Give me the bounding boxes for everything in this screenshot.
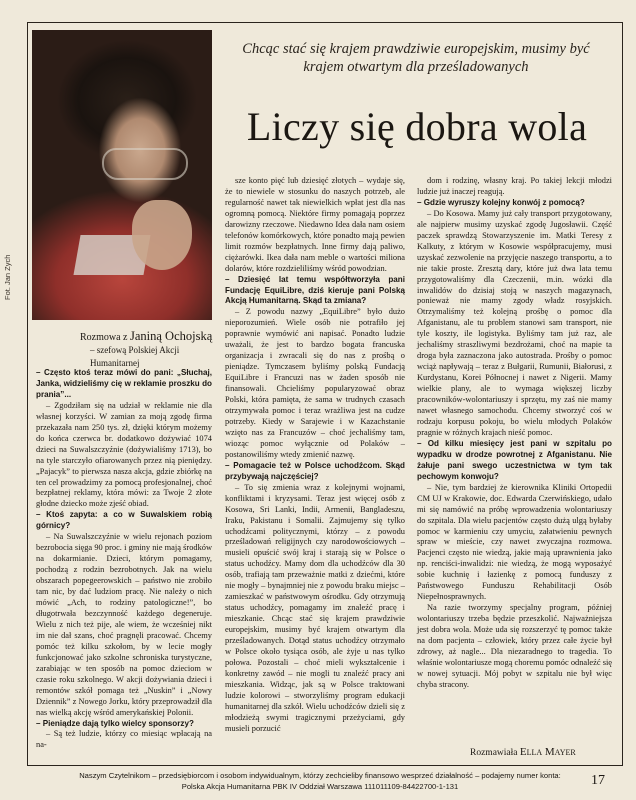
interview-answer: – Nie, tym bardziej że kierownika Kliniki Ortopedii CM UJ w Krakowie, doc. Edwarda Czerwińskiego, udało mi się namówić na próbę wprowadzenia wolontariuszy do szpitala. Dla wielu pacjentów często dużą ulgą byłaby pomoc w karmieniu czy umyciu, załatwieniu pewnych spraw w mieście, czy nawet zwyczajna rozmowa. Pacjenci często nie wiedzą, jakie mają uprawnienia jako np. renciści-inwalidzi: nie wiedzą, że mogą wyposażyć sobie kuchnię i łazienkę z pomocą funduszy z Państwowego Funduszu Rehabilitacji Osób Niepełnosprawnych.: [417, 482, 612, 602]
text-column-2: [225, 176, 405, 735]
interview-answer: – Na Suwalszczyźnie w wielu rejonach poziom bezrobocia sięga 90 proc. i gminy nie mają środków na dokarmianie. Dzieci, którym pomagamy, pochodzą z rodzin bezrobotnych. Jak na wielu obszarach popegeerowskich – państwo nie zrobiło tam nic, by dać ludziom pracę. Nie należy o nich mówić „Ach, to rodziny patologiczne!”, bo długotrwała bezczynność każdego degeneruje. Wielu z nich też pije, ale wiem, że wcześniej nikt im nie dał szans, choć pragnęli pracować. Chcemy pomóc też kilku szkołom, by w lecie mogły funkcjonować jako szkolne schroniska turystyczne, zarabiając w ten sposób na pomoc dzieciom w czasie roku szkolnego. W akcji dożywiania dzieci i remontów szkół pomaga też „Nuskin” i „Nowy Dziennik” z Nowego Jorku, który przeprowadził dla nas wielką akcję wśród amerykańskiej Polonii.: [36, 532, 212, 717]
interview-question: – Pieniądze dają tylko wielcy sponsorzy?: [36, 718, 194, 728]
interview-intro: Rozmowa z: [80, 332, 128, 343]
portrait-photo: [32, 30, 212, 320]
interviewee-name: Janiną Ochojską: [130, 329, 213, 343]
interview-question: – Często ktoś teraz mówi do pani: „Słuchaj, Janka, widzieliśmy cię w reklamie proszku do prania”...: [36, 368, 212, 399]
interview-byline: [80, 330, 230, 370]
interview-question: – Gdzie wyruszy kolejny konwój z pomocą?: [417, 197, 585, 207]
interview-question: – Od kilku miesięcy jest pani w szpitalu po wypadku w drodze powrotnej z Afganistanu. Nie żałuje pani swego uczestnictwa w tym tak pechowym konwoju?: [417, 438, 612, 481]
photo-credit: Fot. Jan Zych: [3, 254, 12, 300]
author-prefix: Rozmawiała: [470, 748, 518, 758]
interview-answer: dom i rodzinę, własny kraj. Po takiej lekcji młodzi ludzie już inaczej reagują.: [417, 176, 612, 196]
interview-answer: – Zgodziłam się na udział w reklamie nie dla własnej korzyści. W zamian za moją zgodę firma przekazała nam 250 tys. zł, dzięki którym możemy do końca czerwca br. dodatkowo dożywiać 1074 dzieci na Suwalszczyźnie (dożywialiśmy 1713), bo na tyle starczyło ofiarowanych przez nią pieniędzy. „Pajacyk” to pierwsza nasza akcja, gdzie zbiórkę na ten cel prowadzimy za pomocą profesjonalnej, choć bezpłatnej reklamy, która mówi: za Twoje 2 złote głodne dziecko może zjeść obiad.: [36, 400, 212, 509]
interview-answer: – Są też ludzie, którzy co miesiąc wpłacają na na-: [36, 729, 212, 750]
article-title: Liczy się dobra wola: [246, 104, 588, 149]
article-subtitle: Chcąc stać się krajem prawdziwie europejskim, musimy być krajem otwartym dla prześladowanych: [242, 41, 590, 75]
donation-footer: [40, 771, 600, 792]
interview-answer: – Do Kosowa. Mamy już cały transport przygotowany, ale najpierw musimy uzyskać zgodę Jugosławii. Część paczek sprawdzą Stowarzyszenie im. Matki Teresy z Kalkuty, z którym w Kosowie współpracujemy, musi uzyskać zezwolenie na przyjęcie naszego transportu, a to nie takie proste. Zresztą dary, które już dwa lata temu przygotowaliśmy dla Czeczenii, m.in. wózki dla inwalidów do dzisiaj stoją w naszych magazynach, ponieważ nie mamy zgody władz rosyjskich. Otrzymaliśmy też kolejną prośbę o pomoc dla Afganistanu, ale tu problem stanowi sam transport, nie tyle koszty, ile logistyka. Byliśmy tam już raz, ale jechaliśmy straszliwymi bezdrożami, choć na mapie ta droga była zaznaczona jako autostrada. Prośby o pomoc wciąż napływają – teraz z Bułgarii, Rumunii, Białorusi, z Kurdystanu, Korei Północnej i nawet z Nigerii. Mamy wielkie plany, ale to wymaga większej liczby pracowników-wolontariuszy i sprzętu, my zaś nie mamy nawet własnego samochodu. Chcemy stworzyć coś w rodzaju korpusu pokoju, bo wielu młodych Polaków pragnie w różnych krajach nieść pomoc.: [417, 208, 612, 437]
author-byline: [470, 746, 576, 758]
footer-line-2: Polska Akcja Humanitarna PBK IV Oddział Warszawa 111011109-84422700-1-131: [181, 781, 459, 791]
interview-answer: Na razie tworzymy specjalny program, później wolontariuszy trzeba będzie przeszkolić. Najważniejsza jest dobra wola. Może uda się rozszerzyć tę pomoc także na dom pacjenta – człowiek, który przez całe życie był zdrowy, aż nagle... Dla niezaradnego to tragedia. To właśnie wolontariusze mogą choremu pomóc odnaleźć się w nowej sytuacji. Mój pobyt w szpitalu nie był więc chyba stracony.: [417, 603, 612, 689]
page-number: 17: [591, 773, 605, 788]
interview-answer: – To się zmienia wraz z kolejnymi wojnami, konfliktami i kryzysami. Teraz jest więcej osób z Kosowa, Sri Lanki, Indii, Armenii, Bangladeszu, Iraku, Pakistanu i Somalii. Zajmujemy się tylko uchodźcami politycznymi, którzy – z powodu prześladowań religijnych czy narodowościowych – musieli opuścić swój kraj i starają się w Polsce o status uchodźcy. Mamy dom dla uchodźców dla 30 osób, trafiają tam przeważnie matki z dziećmi, które nie mogły – bynajmniej nie z powodu braku miejsc – zamieszkać w państwowym ośrodku. Gdy otrzymują status uchodźcy, pomagamy im znaleźć pracę i mieszkanie. Chcąc stać się krajem prawdziwie europejskim, musimy być krajem otwartym dla prześladowanych. Dotąd status uchodźcy otrzymało w Polsce około tysiąca osób, ale żyje u nas tylko połowa. Pozostali – choć mieli wykształcenie i konkretny zawód – nie mogli tu znaleźć pracy ani mieszkania. Widząc, jak są w Polsce traktowani ludzie kolorowi – stworzyliśmy program edukacji humanitarnej dla szkół. Wielu uchodźców dzieli się z młodzieżą swymi tragicznymi przeżyciami, gdy musieli porzucić: [225, 482, 405, 733]
text-column-3: [417, 176, 612, 691]
interview-answer: – Z powodu nazwy „EquiLibre” było dużo nieporozumień. Wiele osób nie potrafiło jej poprawnie wymówić ani napisać. Ponadto ludzie uważali, że jest to bardzo bogata francuska organizacja i zwracali się do nas z prośbą o pieniądze. Tymczasem byliśmy polską Fundacją EquiLibre i Francuzi nas w żaden sposób nie finansowali. Chcieliśmy popularyzować obraz Polski, która pamięta, że sama w trudnych czasach otrzymywała pomoc i teraz wrażliwa jest na cudze potrzeby. Kiedy w Sarajewie i w Kazachstanie wzięto nas za Francuzów – choć jechaliśmy tam, wioząc pomoc wyłącznie od Polaków – postanowiliśmy wtedy zmienić nazwę.: [225, 307, 405, 459]
interviewee-role: – szefową Polskiej Akcji Humanitarnej: [90, 345, 180, 368]
text-column-1: [36, 368, 212, 751]
author-name: Ella Mayer: [519, 746, 576, 758]
interview-question: – Dziesięć lat temu współtworzyła pani Fundację EquiLibre, dziś kieruje pani Polską Akcją Humanitarną. Skąd ta zmiana?: [225, 274, 405, 306]
interview-question: – Ktoś zapyta: a co w Suwalskiem robią górnicy?: [36, 510, 212, 531]
interview-question: – Pomagacie też w Polsce uchodźcom. Skąd przybywają najczęściej?: [225, 460, 405, 481]
photo-hand: [132, 200, 192, 270]
footer-line-1: Naszym Czytelnikom – przedsiębiorcom i osobom indywidualnym, którzy zechcieliby finansowo wesprzeć działalność – podajemy numer konta:: [79, 771, 561, 780]
photo-glasses: [102, 148, 188, 180]
interview-answer: sze konto pięć lub dziesięć złotych – wydaje się, że to niewiele w stosunku do naszych potrzeb, ale regularność nawet tak niewielkich wpłat jest dla nas ogromną pomocą. Niektóre firmy pomagają poprzez darowizny rzeczowe. Niedawno Idea dała nam osiem telefonów komórkowych, które ponadto mają pewien limit rozmów bezpłatnych. Inne firmy dają paliwo, ciężarówki. Ikea dała nam meble o wartości miliona dolarów, które rozdzieliliśmy wśród powodzian.: [225, 176, 405, 273]
